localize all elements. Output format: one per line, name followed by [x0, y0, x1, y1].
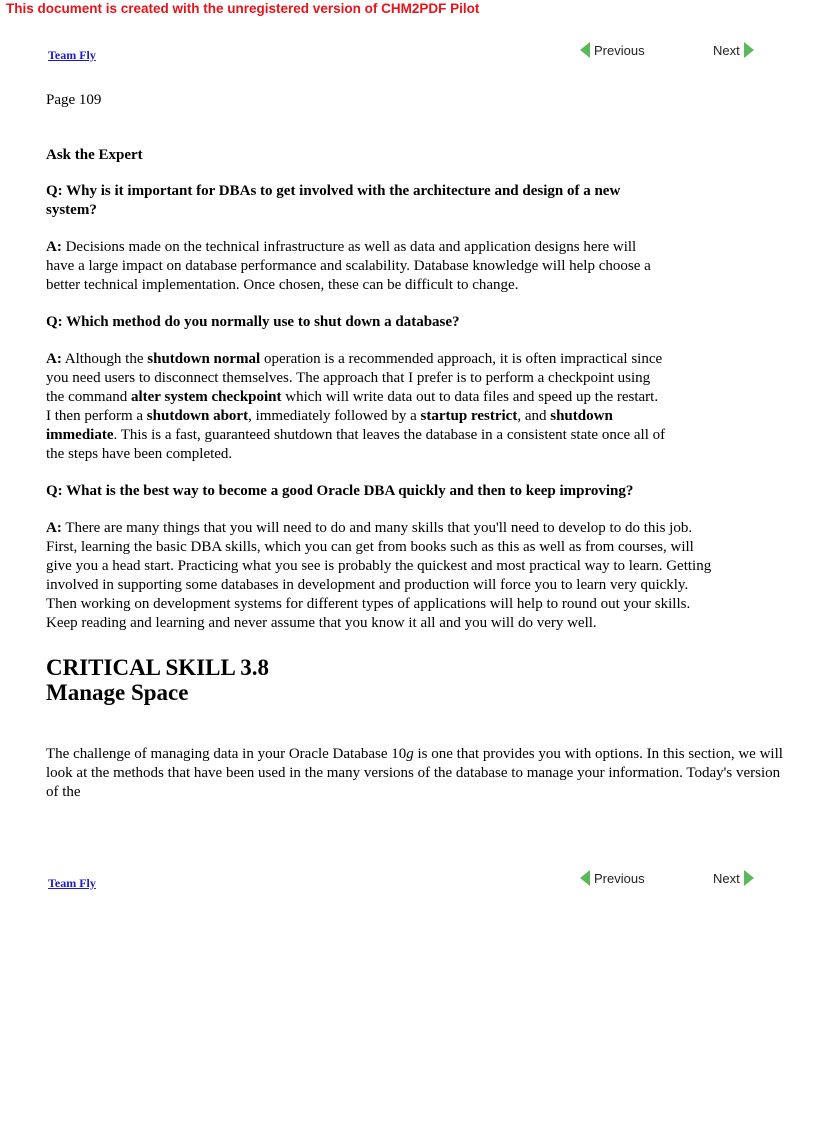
- next-button[interactable]: [713, 42, 754, 58]
- version-letter: g: [406, 746, 414, 762]
- section-title: Manage Space: [46, 680, 189, 705]
- command-text: shutdown normal: [147, 351, 261, 367]
- previous-label: Previous: [594, 42, 645, 58]
- answer-3: [46, 519, 716, 633]
- question-2: Q: Which method do you normally use to shut down a database?: [46, 314, 460, 330]
- watermark-text: This document is created with the unregistered version of CHM2PDF Pilot: [6, 1, 480, 16]
- answer-label: A:: [46, 520, 62, 536]
- page-content: [46, 92, 783, 802]
- critical-skill-number: CRITICAL SKILL 3.8: [46, 655, 270, 680]
- question-1: Q: Why is it important for DBAs to get involved with the architecture and design of a new system?: [46, 183, 621, 218]
- command-text: shutdown abort: [146, 408, 249, 424]
- arrow-right-icon: [744, 870, 754, 886]
- ask-expert-heading: Ask the Expert: [46, 147, 143, 163]
- next-label: Next: [713, 870, 740, 886]
- command-text: startup restrict: [420, 408, 518, 424]
- answer-1: [46, 238, 666, 295]
- question-3: Q: What is the best way to become a good Oracle DBA quickly and then to keep improving?: [46, 483, 634, 499]
- top-navigation: [0, 40, 816, 60]
- body-text: The challenge of managing data in your Oracle Database 10: [46, 746, 407, 762]
- arrow-left-icon: [580, 870, 590, 886]
- body-text: is one that provides you with options. In this section, we will look at the methods that have been used in the many versions of the database to manage your information. Today's version of the: [46, 746, 783, 800]
- arrow-right-icon: [744, 42, 754, 58]
- body-paragraph: [46, 745, 786, 802]
- command-text: shutdown immediate: [46, 408, 613, 443]
- next-label: Next: [713, 42, 740, 58]
- answer-text: , and: [517, 408, 551, 424]
- next-button[interactable]: [713, 870, 754, 886]
- page-number: Page 109: [46, 92, 102, 108]
- answer-text: There are many things that you will need to do and many skills that you'll need to develop to do this job. First, learning the basic DBA skills, which you can get from books such as this as well as from courses, will give you a head start. Practicing what you see is probably the quickest and most practical way to learn. Getting involved in supporting some databases in development and production will force you to learn very quickly. Then working on development systems for different types of applications will help to round out your skills. Keep reading and learning and never assume that you know it all and you will do very well.: [46, 520, 712, 631]
- team-fly-link[interactable]: Team Fly: [48, 48, 96, 62]
- command-text: alter system checkpoint: [130, 389, 282, 405]
- bottom-navigation: [0, 868, 816, 888]
- answer-text: which will write data out to data files and speed up the restart. I then perform a: [46, 389, 659, 424]
- previous-button[interactable]: [580, 42, 645, 58]
- answer-text: , immediately followed by a: [248, 408, 421, 424]
- answer-2: [46, 350, 666, 464]
- arrow-left-icon: [580, 42, 590, 58]
- answer-text: . This is a fast, guaranteed shutdown that leaves the database in a consistent state once all of the steps have been completed.: [46, 427, 666, 462]
- answer-text: Although the: [64, 351, 148, 367]
- answer-text: Decisions made on the technical infrastructure as well as data and application designs here will have a large impact on database performance and scalability. Database knowledge will help choose a better technical implementation. Once chosen, these can be difficult to change.: [46, 239, 651, 293]
- previous-button[interactable]: [580, 870, 645, 886]
- critical-skill-heading: [46, 655, 776, 705]
- answer-text: operation is a recommended approach, it is often impractical since you need users to disconnect themselves. The approach that I prefer is to perform a checkpoint using the command: [46, 351, 663, 405]
- previous-label: Previous: [594, 870, 645, 886]
- answer-label: A:: [46, 239, 62, 255]
- team-fly-link[interactable]: Team Fly: [48, 876, 96, 890]
- answer-label: A:: [46, 351, 62, 367]
